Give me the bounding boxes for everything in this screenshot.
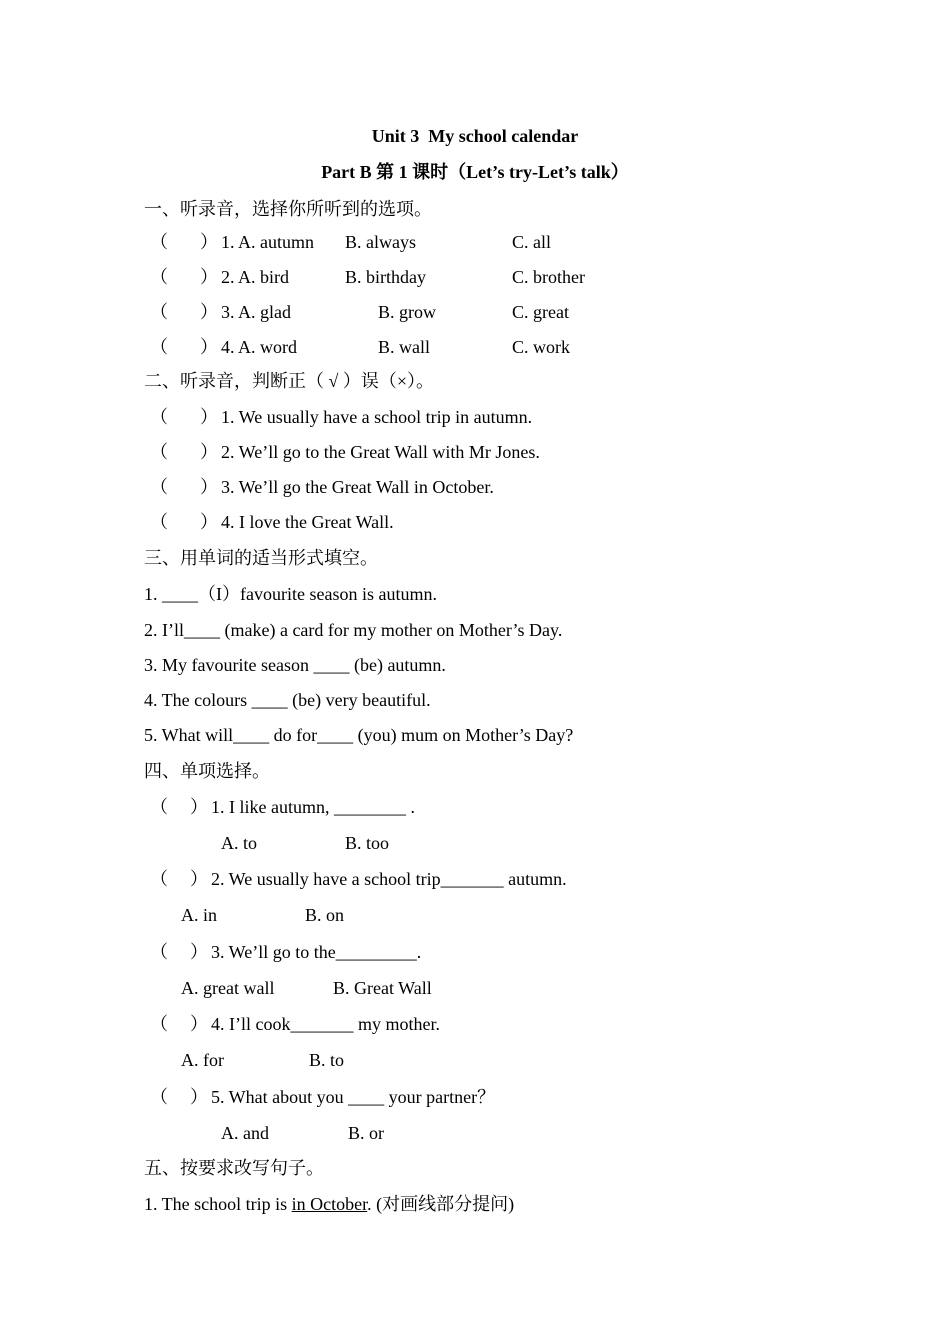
choice-b: B. Great Wall: [333, 978, 432, 998]
choice-b: B. to: [309, 1050, 345, 1070]
answer-bracket-close: ）: [200, 512, 218, 532]
answer-bracket-open: （: [150, 337, 168, 357]
answer-bracket-close: ）: [200, 477, 218, 497]
answer-bracket-open: （: [150, 267, 168, 287]
option-b: B. grow: [378, 302, 436, 322]
option-b: B. birthday: [345, 267, 426, 287]
answer-bracket-open: （: [150, 407, 168, 427]
page-subtitle: Part B 第 1 课时（Let’s try-Let’s talk）: [321, 162, 629, 182]
statement-text: 4. I love the Great Wall.: [221, 512, 394, 532]
option-b: B. wall: [378, 337, 430, 357]
answer-bracket-close: ）: [200, 407, 218, 427]
option-c: C. all: [512, 232, 551, 252]
statement-text: 3. We’ll go the Great Wall in October.: [221, 477, 494, 497]
fill-blank-item: 3. My favourite season ____ (be) autumn.: [144, 655, 446, 675]
rewrite-text-pre: 1. The school trip is: [144, 1194, 292, 1214]
answer-bracket-close: ）: [190, 942, 208, 962]
answer-bracket-close: ）: [200, 232, 218, 252]
question-text: 2. We usually have a school trip_______ autumn.: [211, 869, 567, 889]
option-c: C. brother: [512, 267, 585, 287]
answer-bracket-open: （: [150, 797, 168, 817]
choice-b: B. on: [305, 905, 345, 925]
choice-a: A. in: [181, 905, 217, 925]
question-text: 5. What about you ____ your partner？: [211, 1087, 496, 1107]
page-title: Unit 3 My school calendar: [371, 126, 579, 146]
section-2-heading: 二、听录音，判断正（ √ ）误（×）。: [144, 371, 435, 391]
section-1-heading: 一、听录音，选择你所听到的选项。: [144, 199, 432, 219]
fill-blank-item: 4. The colours ____ (be) very beautiful.: [144, 690, 431, 710]
answer-bracket-open: （: [150, 869, 168, 889]
section-3-heading: 三、用单词的适当形式填空。: [144, 548, 378, 568]
answer-bracket-open: （: [150, 442, 168, 462]
answer-bracket-close: ）: [190, 869, 208, 889]
statement-text: 1. We usually have a school trip in autumn.: [221, 407, 533, 427]
section-4-heading: 四、单项选择。: [144, 761, 270, 781]
answer-bracket-close: ）: [200, 442, 218, 462]
choice-b: B. or: [348, 1123, 384, 1143]
answer-bracket-close: ）: [190, 797, 208, 817]
answer-bracket-close: ）: [190, 1087, 208, 1107]
option-c: C. great: [512, 302, 569, 322]
option-a: 4. A. word: [221, 337, 297, 357]
answer-bracket-open: （: [150, 942, 168, 962]
option-a: 3. A. glad: [221, 302, 291, 322]
answer-bracket-open: （: [150, 477, 168, 497]
question-text: 1. I like autumn, ________ .: [211, 797, 415, 817]
rewrite-question: [144, 1193, 514, 1215]
answer-bracket-open: （: [150, 232, 168, 252]
answer-bracket-close: ）: [190, 1014, 208, 1034]
option-b: B. always: [345, 232, 416, 252]
question-text: 4. I’ll cook_______ my mother.: [211, 1014, 440, 1034]
answer-bracket-close: ）: [200, 267, 218, 287]
underlined-phrase: in October: [291, 1194, 368, 1214]
answer-bracket-close: ）: [200, 302, 218, 322]
statement-text: 2. We’ll go to the Great Wall with Mr Jones.: [221, 442, 540, 462]
answer-bracket-open: （: [150, 302, 168, 322]
question-text: 3. We’ll go to the_________.: [211, 942, 422, 962]
answer-bracket-open: （: [150, 1087, 168, 1107]
option-a: 1. A. autumn: [221, 232, 314, 252]
fill-blank-item: 1. ____（I）favourite season is autumn.: [144, 584, 437, 604]
choice-a: A. for: [181, 1050, 224, 1070]
choice-a: A. to: [221, 833, 257, 853]
rewrite-text-post: . (对画线部分提问): [367, 1194, 515, 1214]
option-c: C. work: [512, 337, 570, 357]
choice-a: A. great wall: [181, 978, 275, 998]
answer-bracket-open: （: [150, 512, 168, 532]
fill-blank-item: 2. I’ll____ (make) a card for my mother on Mother’s Day.: [144, 620, 563, 640]
option-a: 2. A. bird: [221, 267, 290, 287]
answer-bracket-close: ）: [200, 337, 218, 357]
answer-bracket-open: （: [150, 1014, 168, 1034]
section-5-heading: 五、按要求改写句子。: [144, 1158, 324, 1178]
fill-blank-item: 5. What will____ do for____ (you) mum on Mother’s Day?: [144, 725, 574, 745]
choice-b: B. too: [345, 833, 390, 853]
choice-a: A. and: [221, 1123, 269, 1143]
